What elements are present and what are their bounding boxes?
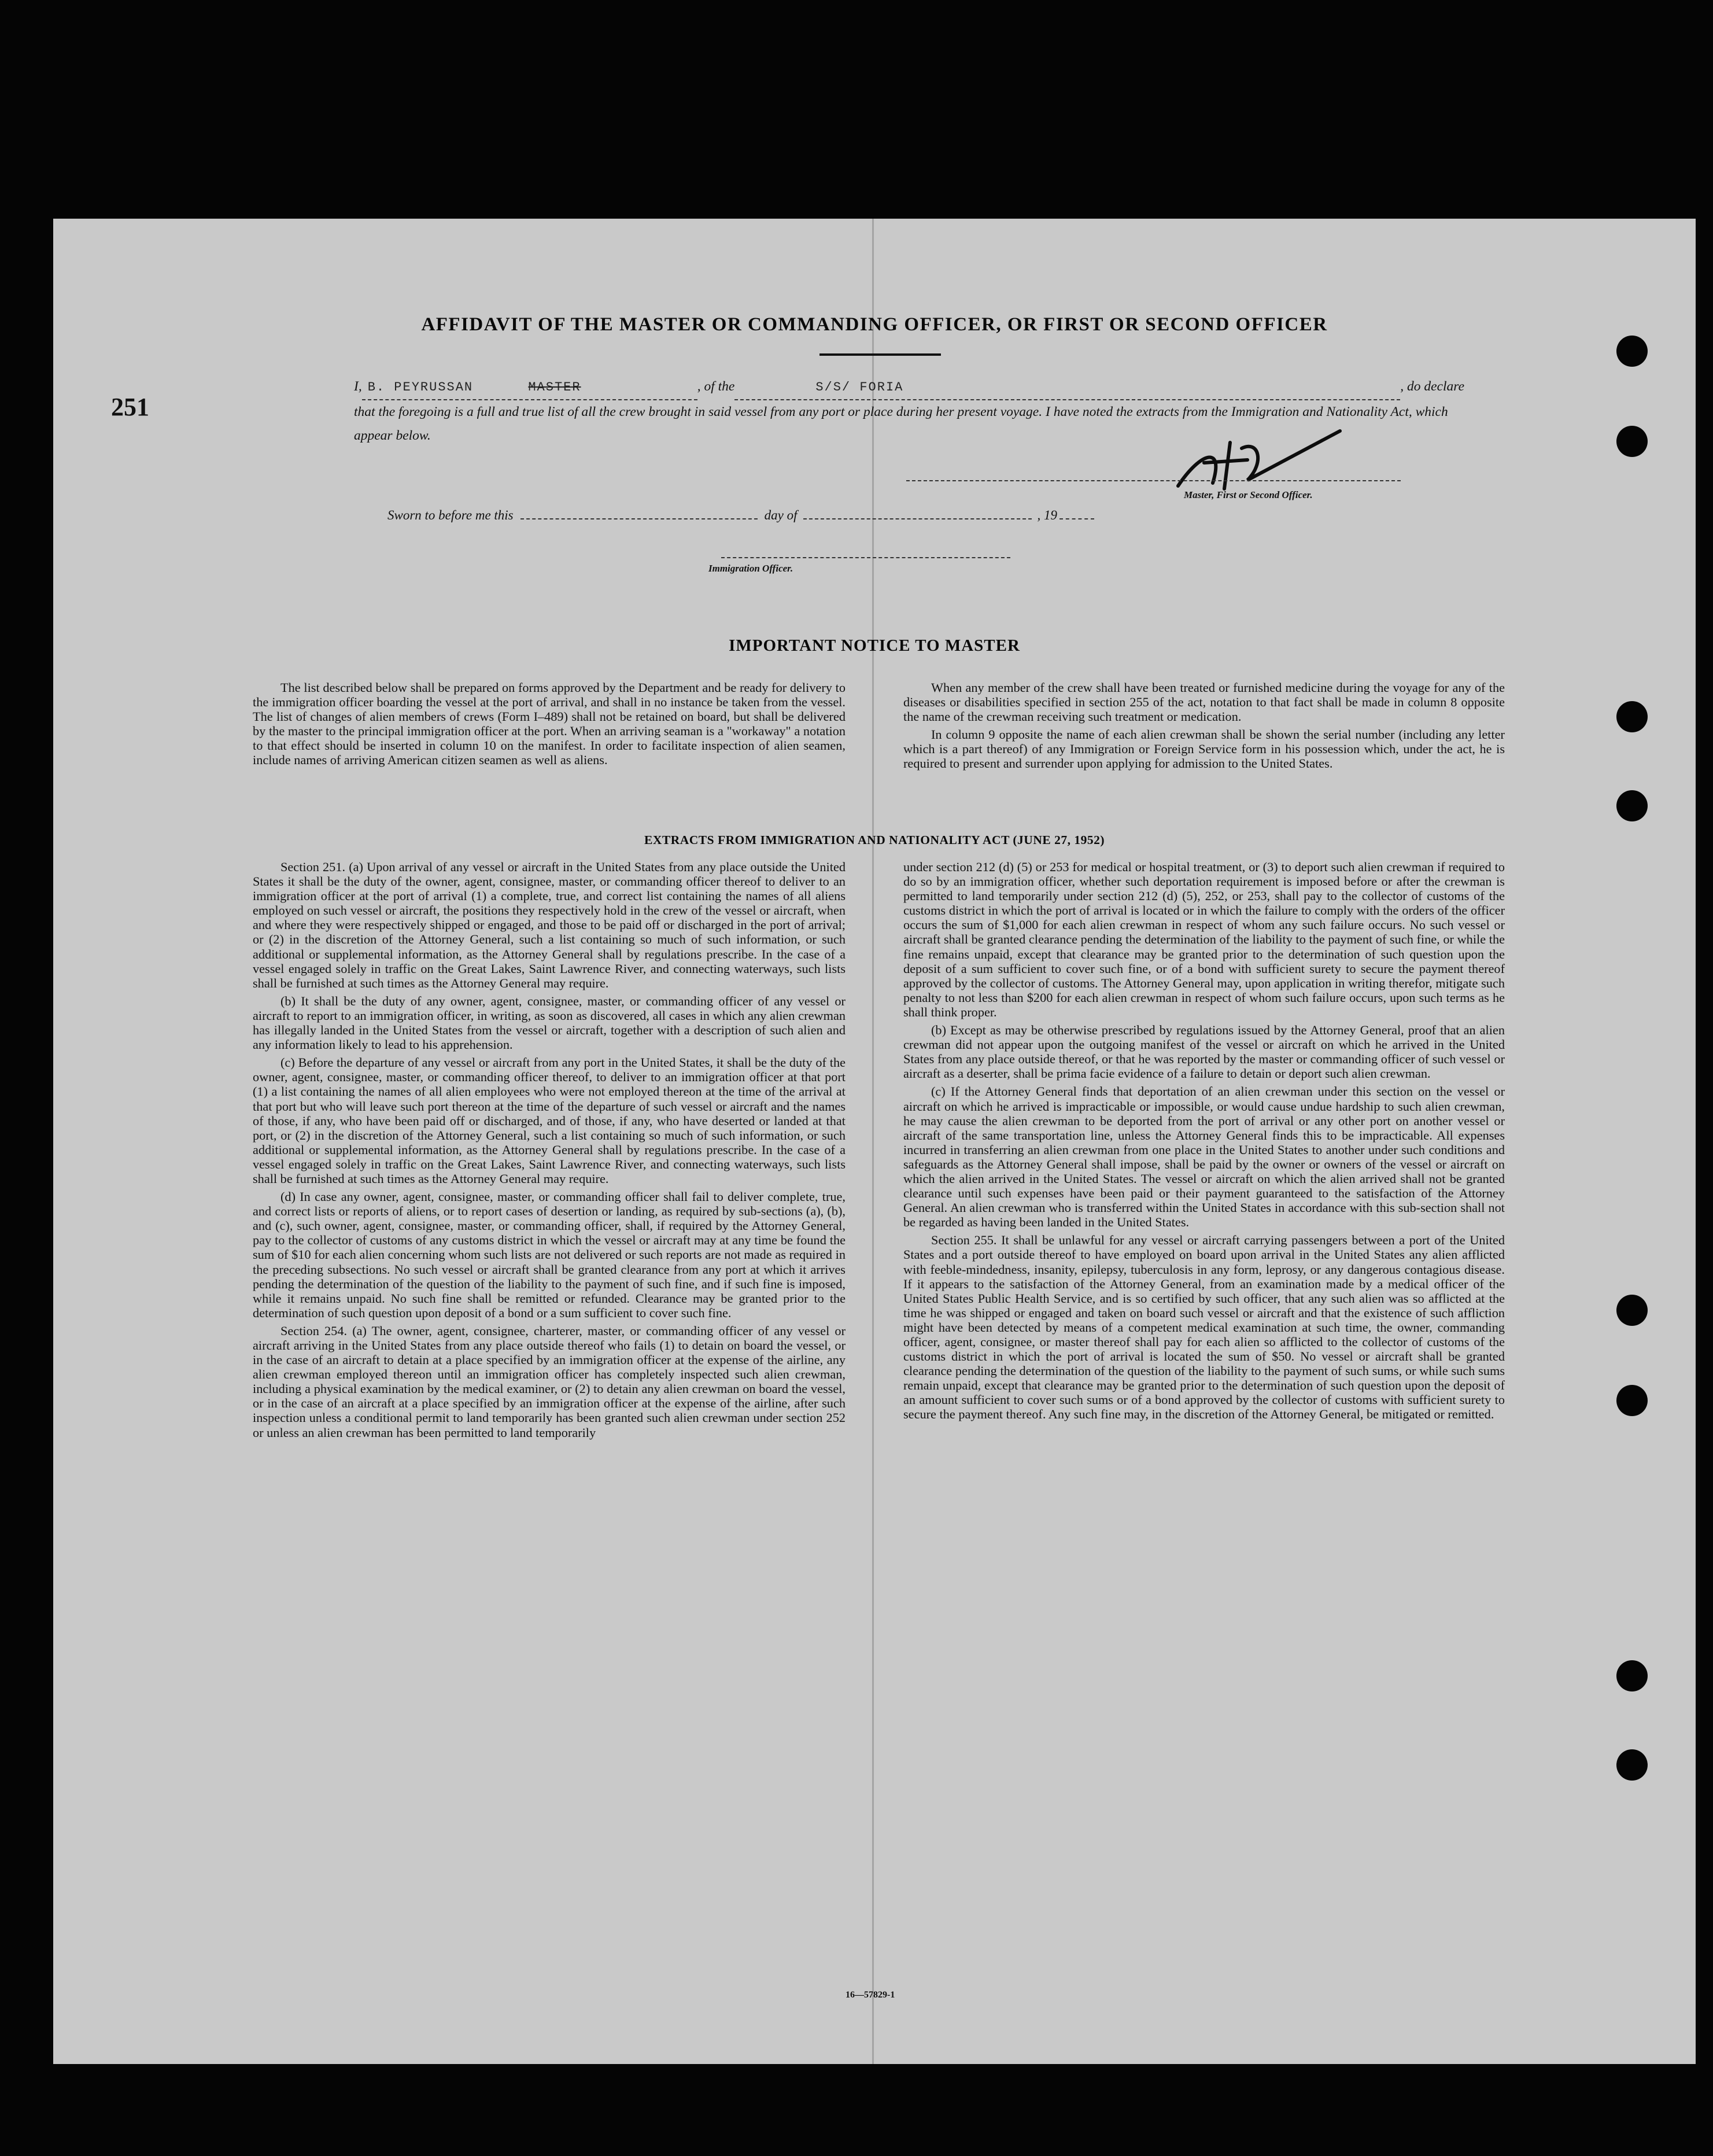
notice-right-column <box>903 680 1505 771</box>
document-page <box>53 219 1696 2064</box>
section-paragraph: (d) In case any owner, agent, consignee, master, or commanding officer shall fail to deliver complete, true, and correct lists or reports of aliens, or to report cases of desertion or landing, as required by sub-sections (a), (b), and (c), such owner, agent, consignee, master, or commanding officer, shall, if required by the Attorney General, pay to the collector of customs of any customs district in which the vessel or aircraft may at any time be found the sum of $10 for each alien concerning whom such lists are not delivered or such reports are not made as required in the preceding subsections. No such vessel or aircraft shall be granted clearance from any port at which it arrives pending the determination of the question of the liability to the payment of such fine, and if such fine is imposed, while it remains unpaid. No such fine shall be remitted or refunded. Clearance may be granted prior to the determination of such question upon deposit of a bond or a sum sufficient to cover such fine. <box>253 1189 846 1320</box>
immigration-officer-line <box>721 557 1010 558</box>
form-number: 16—57829-1 <box>846 1990 895 2000</box>
immigration-officer-caption: Immigration Officer. <box>708 563 793 574</box>
extracts-title: EXTRACTS FROM IMMIGRATION AND NATIONALITY ACT (JUNE 27, 1952) <box>644 833 1105 847</box>
notice-paragraph: In column 9 opposite the name of each alien crewman shall be shown the serial number (including any letter which is a part thereof) of any Immigration or Foreign Service form in his possession which, under the act, he is required to present and surrender upon applying for admission to the United States. <box>903 727 1505 771</box>
year-prefix: , 19 <box>1037 508 1057 522</box>
do-declare-label: , do declare <box>1400 379 1464 394</box>
sworn-prefix: Sworn to before me this <box>387 508 514 522</box>
section-paragraph: (b) Except as may be otherwise prescribed by regulations issued by the Attorney General, proof that an alien crewman did not appear upon the outgoing manifest of the vessel or aircraft on which he arrived in the United States from any place outside thereof, or that he was reported by the master or commanding officer of such vessel or aircraft as a deserter, shall be prima facie evidence of a failure to detain or deport such alien crewman. <box>903 1023 1505 1081</box>
section-paragraph: under section 212 (d) (5) or 253 for medical or hospital treatment, or (3) to deport such alien crewman if required to do so by an immigration officer, whether such deportation requirement is imposed before or after the crewman is permitted to land temporarily under section 212 (d) (5), 252, or 253, shall pay to the collector of customs of the customs district in which the port of arrival is located or in which the failure to comply with the orders of the officer occurs the sum of $1,000 for each alien crewman in respect of whom any such failure occurs. No such vessel or aircraft shall be granted clearance pending the determination of the liability to the payment of such fine, or while the fine remains unpaid, except that clearance may be granted prior to the determination of such question upon the deposit of a sum sufficient to cover such fine, or of a bond with sufficient surety to secure the payment thereof approved by the collector of customs. The Attorney General may, upon application in writing therefor, mitigate such penalty to not less than $200 for each alien crewman in respect of whom such failure occurs, upon such terms as he shall think proper. <box>903 860 1505 1019</box>
sworn-year-field <box>1059 518 1094 519</box>
binder-hole <box>1616 426 1648 457</box>
section-paragraph: (c) If the Attorney General finds that deportation of an alien crewman under this section on the vessel or aircraft on which he arrived is impracticable or impossible, or would cause undue hardship to such alien crewman, he may cause the alien crewman to be deported from the port of arrival or any other port on another vessel or aircraft of the same transportation line, unless the Attorney General finds this to be impracticable. All expenses incurred in transferring an alien crewman from one place in the United States to another under such conditions and safeguards as the Attorney General shall impose, shall be paid by the owner or owners of the vessel or aircraft on which the alien arrived in the United States. The vessel or aircraft on which the alien arrived shall not be granted clearance until such expenses have been paid or their payment guaranteed to the satisfaction of the Attorney General. An alien crewman who is transferred within the United States in accordance with this sub-section shall not be regarded as having been landed in the United States. <box>903 1084 1505 1230</box>
declaration-line <box>354 375 1464 400</box>
title-rule <box>819 353 941 356</box>
declaration-prefix: I, <box>354 379 362 394</box>
binder-hole <box>1616 1295 1648 1326</box>
sworn-day-field <box>520 518 758 519</box>
section-paragraph: Section 251. (a) Upon arrival of any vessel or aircraft in the United States from any place outside the United States it shall be the duty of the owner, agent, consignee, master, or commanding officer thereof to deliver to an immigration officer at the port of arrival (1) a complete, true, and correct list containing the names of all aliens employed on such vessel or aircraft, the positions they respectively hold in the crew of the vessel or aircraft, when and where they were respectively shipped or engaged, and those to be paid off or discharged in the port of arrival; or (2) in the discretion of the Attorney General, such a list containing so much of such information, or such additional or supplemental information, as the Attorney General shall by regulations prescribe. In the case of a vessel engaged solely in traffic on the Great Lakes, Saint Lawrence River, and connecting waterways, such lists shall be furnished at such times as the Attorney General may require. <box>253 860 846 990</box>
section-paragraph: (c) Before the departure of any vessel or aircraft from any port in the United States, it shall be the duty of the owner, agent, consignee, master, or commanding officer thereof, to deliver to an immigration officer at that port (1) a list containing the names of all alien employees who were not employed thereon at the time of the arrival at that port but who will leave such port thereon at the time of the departure of such vessel or aircraft and the names of those, if any, who have been paid off or discharged, and of those, if any, who have deserted or landed at that port, or (2) in the discretion of the Attorney General, such a list containing so much of such information, or such additional or supplemental information, as the Attorney General shall by regulations prescribe. In the case of a vessel engaged solely in traffic on the Great Lakes, Saint Lawrence River, and connecting waterways, such lists shall be furnished at such times as the Attorney General may require. <box>253 1055 846 1186</box>
notice-paragraph: The list described below shall be prepared on forms approved by the Department and be ready for delivery to the immigration officer boarding the vessel at the port of arrival, and shall in no instance be taken from the vessel. The list of changes of alien members of crews (Form I–489) shall not be retained on board, but shall be delivered by the master to the principal immigration officer at the port. When an arriving seaman is a "workaway" a notation to that effect should be inserted in column 10 on the manifest. In order to facilitate inspection of alien seamen, include names of arriving American citizen seamen as well as aliens. <box>253 680 846 768</box>
notice-left-column <box>253 680 846 768</box>
section-paragraph: Section 254. (a) The owner, agent, consignee, charterer, master, or commanding officer of any vessel or aircraft arriving in the United States from any place outside thereof who fails (1) to detain on board the vessel, or in the case of an aircraft to detain at a place specified by an immigration officer at the expense of the airline, any alien crewman employed thereon until an immigration officer has completely inspected such alien crewman, including a physical examination by the medical examiner, or (2) to detain any alien crewman on board the vessel, or in the case of an aircraft at a place specified by an immigration officer at the expense of the airline, after such inspection unless a conditional permit to land temporarily has been granted such alien crewman under section 252 or unless an alien crewman has been permitted to land temporarily <box>253 1323 846 1440</box>
signature-line <box>906 480 1401 481</box>
extracts-right-column <box>903 860 1505 1422</box>
margin-number: 251 <box>111 393 149 421</box>
binder-hole <box>1616 1660 1648 1691</box>
sworn-month-field <box>803 518 1032 519</box>
binder-hole <box>1616 336 1648 367</box>
master-name-field <box>362 375 697 400</box>
notice-title: IMPORTANT NOTICE TO MASTER <box>729 636 1020 655</box>
sworn-line <box>387 508 1094 523</box>
binder-hole <box>1616 1385 1648 1416</box>
notice-paragraph: When any member of the crew shall have been treated or furnished medicine during the voyage for any of the diseases or disabilities specified in section 255 of the act, notation to that fact shall be made in column 8 opposite the name of the crewman receiving such treatment or medication. <box>903 680 1505 724</box>
of-the-label: , of the <box>697 379 735 394</box>
binder-hole <box>1616 790 1648 821</box>
section-paragraph: (b) It shall be the duty of any owner, agent, consignee, master, or commanding officer of any vessel or aircraft to report to an immigration officer, in writing, as soon as discovered, all cases in which any alien crewman has illegally landed in the United States from the vessel or aircraft, together with a description of such alien and any information likely to lead to his apprehension. <box>253 993 846 1052</box>
page-fold <box>872 219 874 2064</box>
master-rank: MASTER <box>528 380 581 395</box>
affidavit-title: AFFIDAVIT OF THE MASTER OR COMMANDING OFFICER, OR FIRST OR SECOND OFFICER <box>421 314 1328 335</box>
section-paragraph: Section 255. It shall be unlawful for any vessel or aircraft carrying passengers between a port of the United States and a port outside thereof to have employed on board upon arrival in the United States any alien afflicted with feeble-mindedness, insanity, epilepsy, tuberculosis in any form, leprosy, or any dangerous contagious disease. If it appears to the satisfaction of the Attorney General, from an examination made by a medical officer of the United States Public Health Service, and is so certified by such officer, that any such alien was so afflicted at the time he was shipped or engaged and taken on board such vessel or aircraft and that the existence of such affliction might have been detected by means of a competent medical examination at such time, the owner, commanding officer, agent, consignee, or master thereof shall pay for each alien so afflicted to the collector of customs of the customs district in which the port of arrival is located the sum of $50. No vessel or aircraft shall be granted clearance pending the determination of the question of the liability to the payment of such sums, or while such sums remain unpaid, except that clearance may be granted prior to the determination of such question upon the deposit of an amount sufficient to cover such sums or of a bond approved by the collector of customs with sufficient surety to secure the payment thereof. Any such fine may, in the discretion of the Attorney General, be mitigated or remitted. <box>903 1233 1505 1422</box>
extracts-left-column <box>253 860 846 1440</box>
master-name: B. PEYRUSSAN <box>367 380 474 395</box>
declaration-body: that the foregoing is a full and true list of all the crew brought in said vessel from any port or place during her present voyage. I have noted the extracts from the Immigration and Nationality Act, which appear below. <box>354 404 1448 443</box>
binder-hole <box>1616 701 1648 732</box>
master-signature <box>1161 428 1404 497</box>
day-of-label: day of <box>764 508 798 522</box>
vessel-name: S/S/ FORIA <box>734 375 1400 400</box>
signature-caption: Master, First or Second Officer. <box>1184 489 1313 500</box>
binder-hole <box>1616 1749 1648 1781</box>
